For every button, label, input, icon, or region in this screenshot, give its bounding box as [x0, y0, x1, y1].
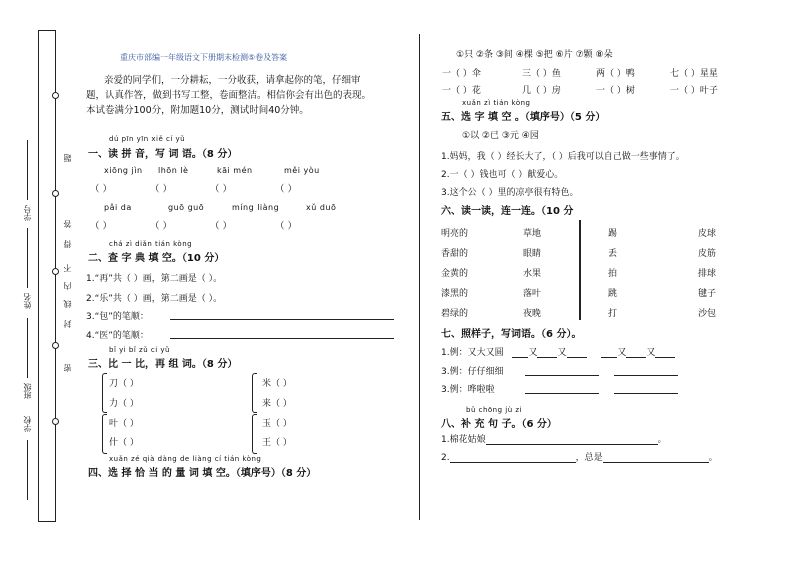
answer-blank[interactable] [626, 357, 646, 358]
pattern-char: 又 [646, 348, 656, 358]
column-divider [419, 34, 420, 520]
question-line: 2.一（ ）钱也可（ ）献爱心。 [441, 170, 564, 180]
match-word: 漆黑的 [441, 289, 469, 299]
section-1-title: 一、读 拼 音，写 词 语。（8 分） [88, 149, 238, 160]
pinyin-item: lhōn lè [158, 166, 189, 175]
question-line: 1.“再”共（ ）画，第二画是（ ）。 [86, 274, 223, 284]
section-pinyin: chá zì diǎn tián kòng [109, 240, 193, 248]
seal-char: 答 [63, 220, 72, 228]
compare-item: 玉（ ） [262, 419, 292, 429]
answer-underline[interactable] [525, 375, 599, 376]
class-label: 班级 [23, 383, 32, 399]
pinyin-item: xiōng jìn [104, 166, 143, 175]
match-word: 沙包 [698, 309, 717, 319]
question-line: 4.“医”的笔顺： [86, 331, 149, 341]
page-title: 重庆市部编一年级语文下册期末检测⑤卷及答案 [120, 53, 288, 62]
binding-hole [52, 268, 59, 275]
binding-hole [52, 418, 59, 425]
section-4-title: 四、选 择 恰 当 的 量 词 填 空。（填序号）（8 分） [88, 468, 317, 479]
match-word: 拍 [608, 269, 618, 279]
measure-item: 一（ ）花 [442, 86, 481, 96]
sentence-line [441, 450, 718, 463]
question-line: 2.“乐”共（ ）画，第二画是（ ）。 [86, 294, 223, 304]
example-label: 3.例：仔仔细细 [441, 367, 504, 377]
binding-hole [52, 190, 59, 197]
answer-blank[interactable]: （ ） [150, 221, 173, 232]
compare-item: 王（ ） [262, 438, 292, 448]
binding-hole [52, 342, 59, 349]
answer-blank[interactable]: （ ） [210, 184, 233, 195]
seal-char: 得 [63, 240, 72, 248]
seal-char: 线 [63, 300, 72, 308]
compare-item: 米（ ） [262, 379, 292, 389]
match-word: 皮球 [698, 229, 717, 239]
answer-blank[interactable] [603, 462, 709, 463]
class-field[interactable] [27, 318, 28, 378]
student-id-field[interactable] [27, 140, 28, 200]
measure-item: 七（ ）星星 [670, 69, 718, 79]
student-id-label: 学号 [23, 205, 32, 221]
answer-blank[interactable] [601, 357, 617, 358]
sentence-line [441, 432, 667, 445]
match-word: 踢 [608, 229, 618, 239]
pinyin-item: měi yòu [284, 166, 320, 175]
group-bracket [252, 414, 257, 454]
binding-line [55, 30, 56, 522]
answer-blank[interactable] [655, 357, 675, 358]
pattern-char: 又 [528, 348, 538, 358]
match-word: 草地 [523, 229, 542, 239]
intro-line: 本试卷满分100分，附加题10分，测试时间40分钟。 [86, 105, 309, 116]
compare-item: 叶（ ） [109, 419, 139, 429]
match-word: 排球 [698, 269, 717, 279]
section-pinyin: xuǎn zé qià dàng de liàng cí tián kòng [109, 455, 262, 463]
answer-blank[interactable] [486, 444, 658, 445]
outer-border-top [38, 30, 56, 31]
match-divider [579, 220, 581, 320]
intro-line: 亲爱的同学们，一分耕耘，一分收获，请拿起你的笔，仔细审 [104, 75, 361, 86]
answer-blank[interactable] [567, 357, 587, 358]
outer-border-left [38, 30, 39, 522]
answer-underline[interactable] [614, 375, 678, 376]
compare-item: 刀（ ） [109, 379, 139, 389]
section-3-title: 三、比 一 比，再 组 词。（8 分） [88, 359, 238, 370]
section-pinyin: bǐ yi bǐ zǔ ci yǔ [109, 346, 170, 354]
seal-char: 封 [63, 320, 72, 328]
match-word: 眼睛 [523, 249, 542, 259]
match-word: 落叶 [523, 289, 542, 299]
compare-item: 力（ ） [109, 399, 139, 409]
answer-blank[interactable]: （ ） [150, 184, 173, 195]
match-word: 水果 [523, 269, 542, 279]
answer-blank[interactable]: （ ） [210, 221, 233, 232]
answer-underline[interactable] [614, 393, 678, 394]
example-label: 1.例：又大又圆 [441, 348, 504, 358]
match-word: 打 [608, 309, 618, 319]
section-6-title: 六、读一读，连一连。（10 分 [441, 206, 574, 217]
compare-item: 来（ ） [262, 399, 292, 409]
seal-char: 密 [63, 364, 72, 372]
sentence-end: 。 [708, 453, 718, 463]
example-line [441, 345, 675, 358]
seal-char: 内 [63, 282, 72, 290]
pattern-char: 又 [557, 348, 567, 358]
example-label: 3.例：哗啦啦 [441, 385, 495, 395]
question-line: 3.这个公（ ）里的凉亭很有特色。 [441, 188, 579, 198]
pinyin-item: pǎi da [104, 203, 132, 212]
school-field[interactable] [27, 440, 28, 500]
compare-item: 什（ ） [109, 438, 139, 448]
pinyin-item: kāi mén [217, 166, 253, 175]
match-word: 皮筋 [698, 249, 717, 259]
group-bracket [252, 373, 257, 413]
seal-char: 题 [63, 154, 72, 162]
name-label: 姓名 [23, 293, 32, 309]
answer-blank[interactable]: （ ） [275, 221, 298, 232]
answer-blank[interactable]: （ ） [275, 184, 298, 195]
group-bracket [102, 373, 107, 413]
name-field[interactable] [27, 228, 28, 288]
section-5-title: 五、选 字 填 空 。（填序号）（5 分） [441, 112, 606, 123]
pattern-char: 又 [617, 348, 627, 358]
group-bracket [102, 414, 107, 454]
match-word: 丢 [608, 249, 618, 259]
answer-blank[interactable] [512, 357, 528, 358]
match-word: 毽子 [698, 289, 717, 299]
measure-item: 三（ ）鱼 [522, 69, 561, 79]
sentence-end: 。 [657, 435, 667, 445]
answer-blank[interactable]: （ ） [90, 221, 113, 232]
answer-blank[interactable] [450, 462, 576, 463]
intro-line: 题，认真作答，做到书写工整，卷面整洁。相信你会有出色的表现。 [86, 90, 372, 101]
match-word: 夜晚 [523, 309, 542, 319]
answer-underline[interactable] [170, 319, 394, 320]
measure-word-options: ①只 ②条 ③间 ④棵 ⑤把 ⑥片 ⑦颗 ⑧朵 [456, 50, 613, 60]
pinyin-item: guō guō [168, 203, 205, 212]
measure-item: 一（ ）树 [596, 86, 635, 96]
sentence-start: 1.棉花姑娘 [441, 435, 486, 445]
match-word: 金黄的 [441, 269, 469, 279]
question-line: 3.“包”的笔顺： [86, 312, 149, 322]
measure-item: 一（ ）伞 [442, 69, 481, 79]
match-word: 明亮的 [441, 229, 469, 239]
school-label: 学校 [23, 416, 32, 432]
match-word: 跳 [608, 289, 618, 299]
char-options: ①以 ②已 ③元 ④园 [462, 131, 539, 141]
match-word: 碧绿的 [441, 309, 469, 319]
seal-char: 不 [63, 264, 72, 272]
answer-underline[interactable] [170, 338, 394, 339]
answer-underline[interactable] [525, 393, 599, 394]
section-2-title: 二、查 字 典 填 空。（10 分） [88, 253, 225, 264]
outer-border-bottom [38, 521, 56, 522]
sentence-middle: ，总是 [575, 453, 603, 463]
section-8-title: 八、补 充 句 子。（6 分） [441, 419, 557, 430]
binding-hole [52, 92, 59, 99]
section-pinyin: xuǎn zì tián kòng [462, 99, 531, 107]
section-7-title: 七、照样子，写词语。（6 分）。 [441, 329, 582, 340]
pinyin-item: míng liàng [232, 203, 280, 212]
question-line: 1.妈妈，我（ ）经长大了，（ ）后我可以自己做一些事情了。 [441, 152, 685, 162]
match-word: 香甜的 [441, 249, 469, 259]
section-pinyin: bǔ chōng jù zi [466, 406, 523, 414]
measure-item: 两（ ）鸭 [596, 69, 635, 79]
measure-item: 一（ ）叶子 [670, 86, 718, 96]
section-pinyin: dú pīn yīn xiě cí yǔ [109, 135, 186, 143]
answer-blank[interactable] [537, 357, 557, 358]
answer-blank[interactable]: （ ） [90, 184, 113, 195]
sentence-start: 2. [441, 453, 450, 463]
measure-item: 几（ ）房 [522, 86, 561, 96]
pinyin-item: xǔ duō [306, 203, 337, 212]
